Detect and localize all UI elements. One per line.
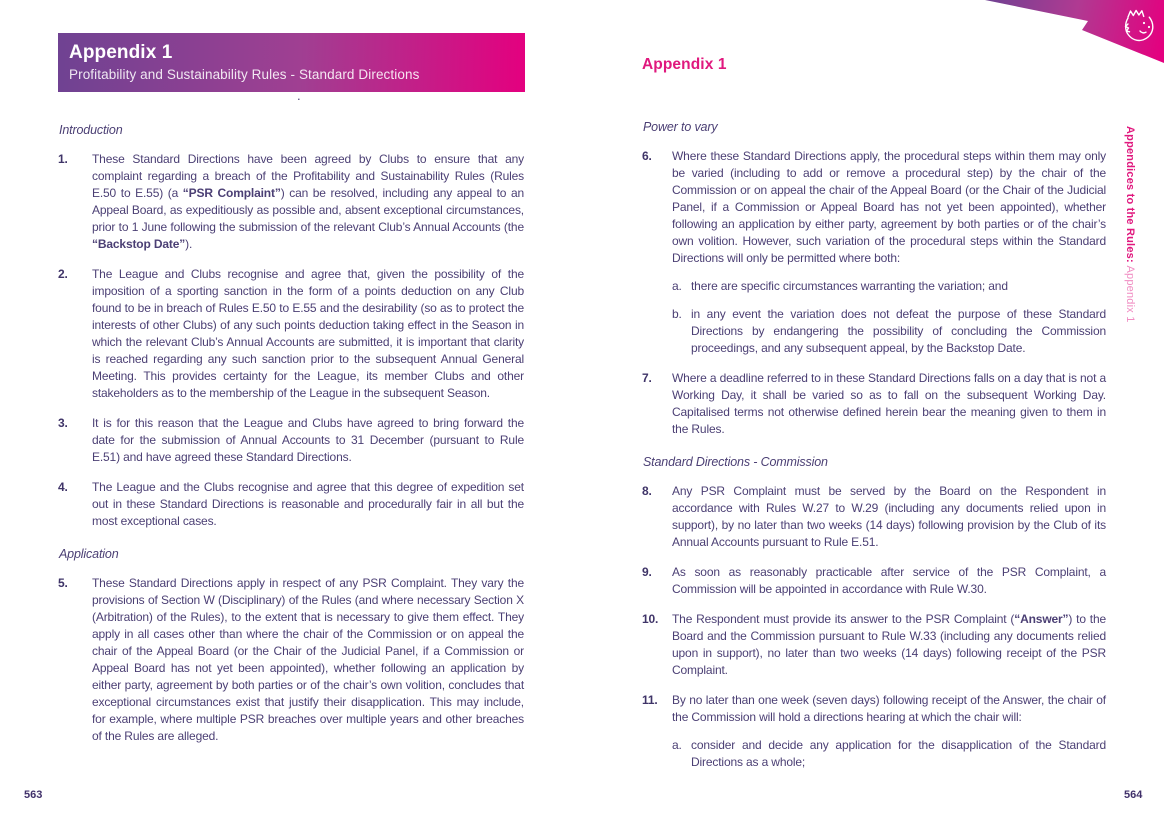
item-text: The League and the Clubs recognise and agree that this degree of expedition set out in these Standard Directions is reasonable and procedurally fair in all but the most exceptional cases. <box>92 480 524 528</box>
item-text: Where a deadline referred to in these Standard Directions falls on a day that is not a Working Day, it shall be varied so as to fall on the subsequent Working Day. Capitalised terms not otherwise defined herein bear the meaning given to them in the Rules. <box>672 371 1106 436</box>
subitem-letter: a. <box>672 279 682 293</box>
list-item-2 <box>58 266 524 402</box>
item-number: 1. <box>58 152 68 166</box>
item-number: 6. <box>642 149 652 163</box>
section-heading-power-to-vary: Power to vary <box>643 120 718 134</box>
list-item-7 <box>642 370 1106 438</box>
section-heading-introduction: Introduction <box>59 123 123 137</box>
sub-item-6b <box>672 306 1106 357</box>
subitem-text: there are specific circumstances warranting the variation; and <box>691 279 1008 293</box>
list-item-4 <box>58 479 524 530</box>
item-number: 7. <box>642 371 652 385</box>
list-item-8 <box>642 483 1106 551</box>
item-number: 4. <box>58 480 68 494</box>
banner-title: Appendix 1 <box>69 42 173 63</box>
list-item-5 <box>58 575 524 745</box>
item-text: The League and Clubs recognise and agree that, given the possibility of the imposition of a sporting sanction in the form of a points deduction on any Club found to be in breach of Rules E.50 to E.55 and the desirability (so as to protect the interests of other Clubs) of any such points deduction taking effect in the Season in which the relevant Club’s Annual Accounts are submitted, it is important that clarity is reached regarding any such sanction prior to the subsequent Annual General Meeting. This provides certainty for the League, its member Clubs and other stakeholders as to the membership of the League in the subsequent Season. <box>92 267 524 400</box>
item-text: Where these Standard Directions apply, the procedural steps within them may only be varied (including to add or remove a procedural step) by the chair of the Commission or on appeal the chair of the Appeal Board (or the Chair of the Judicial Panel, if a Commission or Appeal Board has not yet been appointed), whether following an application by either party, agreement by both parties or of the chair’s own volition. However, such variation of the procedural steps within the Standard Directions will only be permitted where both: <box>672 149 1106 265</box>
side-tab-bold-text: Appendices to the Rules: <box>1124 126 1136 263</box>
subitem-letter: a. <box>672 738 682 752</box>
appendix-heading: Appendix 1 <box>642 56 727 73</box>
section-heading-standard-directions-commission: Standard Directions - Commission <box>643 455 828 469</box>
side-tab-light-text: Appendix 1 <box>1124 262 1136 323</box>
item-text: As soon as reasonably practicable after service of the PSR Complaint, a Commission will be appointed in accordance with Rule W.30. <box>672 565 1106 596</box>
item-text: These Standard Directions have been agreed by Clubs to ensure that any complaint regarding a breach of the Profitability and Sustainability Rules (Rules E.50 to E.55) (a “PSR Complaint”) can be resolved, including any appeal to an Appeal Board, as expeditiously as possible and, absent exceptional circumstances, prior to 1 June following the submission of the relevant Club’s Annual Accounts (the “Backstop Date”). <box>92 152 524 251</box>
item-number: 2. <box>58 267 68 281</box>
item-number: 3. <box>58 416 68 430</box>
item-number: 11. <box>642 693 658 707</box>
subitem-letter: b. <box>672 307 682 321</box>
item-number: 9. <box>642 565 652 579</box>
page-number-left: 563 <box>24 789 43 801</box>
right-page-content <box>642 56 1106 784</box>
corner-ribbon-shape <box>985 0 1164 63</box>
item-text: By no later than one week (seven days) following receipt of the Answer, the chair of the Commission will hold a directions hearing at which the chair will: <box>672 693 1106 724</box>
item-text: These Standard Directions apply in respect of any PSR Complaint. They vary the provisions of Section W (Disciplinary) of the Rules (and where necessary Section X (Arbitration) of the Rules), to the extent that is necessary to give them effect. They apply in all cases other than where the chair of the Commission or on appeal the chair of the Appeal Board (or the Chair of the Judicial Panel, if a Commission or Appeal Board has not yet been appointed), whether following an application by either party, agreement by both parties or of the chair’s own volition, concludes that exceptional circumstances exist that justify their disapplication. This may include, for example, where multiple PSR breaches over multiple years and other breaches of the Rules are alleged. <box>92 576 524 743</box>
banner-subtitle: Profitability and Sustainability Rules - Standard Directions <box>69 66 420 82</box>
list-item-6 <box>642 148 1106 357</box>
sub-item-11a <box>672 737 1106 771</box>
item-number: 5. <box>58 576 68 590</box>
item-text: The Respondent must provide its answer to the PSR Complaint (“Answer”) to the Board and the Commission pursuant to Rule W.33 (including any documents relied upon in support), no later than two weeks (14 days) following receipt of the PSR Complaint. <box>672 612 1107 677</box>
left-page-content <box>58 118 524 758</box>
item-number: 8. <box>642 484 652 498</box>
subitem-text: consider and decide any application for the disapplication of the Standard Directions as a whole; <box>691 738 1106 769</box>
list-item-1 <box>58 151 524 253</box>
sub-item-6a <box>672 278 1106 295</box>
section-heading-application: Application <box>59 547 119 561</box>
list-item-11 <box>642 692 1106 771</box>
item-text: Any PSR Complaint must be served by the Board on the Respondent in accordance with Rules W.27 to W.29 (including any documents relied upon in support), by no later than two weeks (14 days) following provision by the Club of its Annual Accounts pursuant to Rule E.51. <box>672 484 1106 549</box>
item-number: 10. <box>642 612 659 626</box>
item-text: It is for this reason that the League and Clubs have agreed to bring forward the date for the submission of Annual Accounts to 31 December (pursuant to Rule E.51) and have agreed these Standard Directions. <box>92 416 524 464</box>
appendix-banner <box>58 33 525 92</box>
list-item-10 <box>642 611 1106 679</box>
list-item-9 <box>642 564 1106 598</box>
stray-period: . <box>297 88 301 103</box>
subitem-text: in any event the variation does not defeat the purpose of these Standard Directions by endangering the possibility of concluding the Commission proceedings, and any subsequent appeal, by the Backstop Date. <box>691 307 1106 355</box>
page-number-right: 564 <box>1124 789 1143 801</box>
list-item-3 <box>58 415 524 466</box>
side-tab-appendices <box>1124 126 1136 323</box>
